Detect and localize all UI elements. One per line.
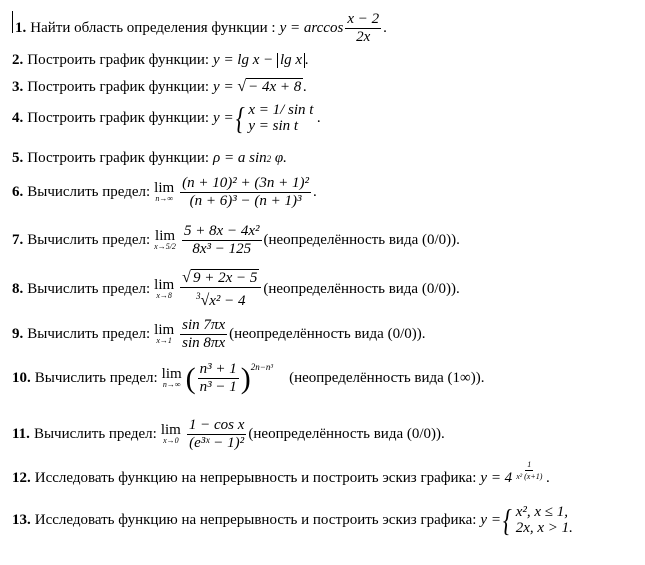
denominator: (e³ˣ − 1)² bbox=[189, 435, 245, 451]
problem-12 bbox=[12, 460, 551, 487]
numerator: 1 − cos x bbox=[188, 417, 245, 433]
sqrt-icon: √ bbox=[237, 78, 247, 95]
exponent: 2 bbox=[266, 153, 272, 164]
problem-text: Вычислить предел: bbox=[34, 370, 158, 386]
cube-root-icon: √ bbox=[200, 292, 210, 309]
problem-number: 1. bbox=[15, 20, 27, 36]
formula-lhs: y = bbox=[213, 78, 234, 95]
problem-text: Вычислить предел: bbox=[27, 326, 151, 342]
system bbox=[501, 504, 573, 536]
formula-lhs: y = arccos bbox=[279, 20, 344, 36]
problem-text: Найти область определения функции : bbox=[30, 20, 276, 36]
note: (неопределённость вида (0/0)). bbox=[263, 232, 460, 248]
numerator: x − 2 bbox=[347, 11, 380, 27]
brace-icon: { bbox=[502, 502, 512, 538]
formula: y = lg x − lg x . bbox=[213, 52, 309, 68]
abs-value: lg x bbox=[277, 53, 305, 68]
formula: y = 4 $\frac{1}{\text{x² (x+1)}}$ . bbox=[480, 460, 551, 486]
denominator: n³ − 1 bbox=[199, 379, 237, 395]
system-line: x = 1/ sin t bbox=[248, 102, 314, 118]
lim-sub: n→∞ bbox=[162, 380, 181, 389]
problem-number: 10. bbox=[12, 370, 31, 386]
formula: y = { x = 1/ sin t y = sin t . bbox=[213, 100, 321, 136]
system-line: y = sin t bbox=[248, 118, 299, 134]
note: (неопределённость вида (0/0)). bbox=[263, 281, 460, 297]
problem-text: Вычислить предел: bbox=[27, 281, 151, 297]
note: (неопределённость вида (0/0)). bbox=[229, 326, 426, 342]
lim-sub: x→0 bbox=[163, 436, 179, 445]
problem-number: 12. bbox=[12, 470, 31, 486]
lim-word: lim bbox=[154, 322, 175, 338]
numerator: sin 7πx bbox=[182, 317, 226, 333]
problem-8 bbox=[12, 270, 460, 309]
formula bbox=[154, 224, 263, 257]
fraction bbox=[180, 176, 311, 209]
formula bbox=[161, 418, 249, 451]
problem-text: Вычислить предел: bbox=[33, 426, 157, 442]
problem-number: 9. bbox=[12, 326, 24, 342]
fraction bbox=[182, 224, 262, 257]
lim-word: lim bbox=[154, 180, 175, 196]
system-line: x², x ≤ 1, bbox=[515, 504, 569, 520]
problem-text: Построить график функции: bbox=[27, 78, 210, 95]
numerator: 9 + 2x − 5 bbox=[192, 270, 258, 286]
lim-sub: x→8 bbox=[156, 291, 172, 300]
formula-lhs: y = 4 bbox=[480, 470, 513, 486]
note: (неопределённость вида (0/0)). bbox=[248, 426, 445, 442]
problem-4 bbox=[12, 102, 321, 134]
denominator: x² − 4 bbox=[209, 293, 246, 309]
numerator: 1 bbox=[527, 460, 532, 469]
lim-word: lim bbox=[154, 277, 175, 293]
formula bbox=[162, 362, 273, 395]
problem-5 bbox=[12, 150, 287, 167]
formula: y = arccos $\frac{x - 2}{2x}$ . bbox=[279, 11, 387, 45]
formula: lim n→∞ $\frac{\text{(n + 10)² + (3n + 1)²}}{\text{(n + 6)³ − (n + 1)³}}$ . bbox=[154, 175, 317, 209]
denominator: 8x³ − 125 bbox=[192, 241, 252, 257]
note: (неопределённость вида (1∞)). bbox=[289, 370, 485, 386]
problem-6 bbox=[12, 176, 317, 209]
formula-end: φ bbox=[274, 150, 284, 166]
exponent-fraction bbox=[514, 460, 544, 481]
system bbox=[234, 102, 314, 134]
exponent: 2n−n³ bbox=[250, 362, 274, 372]
denominator: (n + 6)³ − (n + 1)³ bbox=[189, 193, 302, 209]
problem-1 bbox=[12, 12, 387, 45]
formula-lhs: ρ = a sin bbox=[213, 150, 267, 166]
lim-word: lim bbox=[155, 228, 176, 244]
denominator: x² (x+1) bbox=[516, 472, 543, 481]
fraction bbox=[180, 270, 261, 309]
problem-7 bbox=[12, 224, 460, 257]
brace-icon: { bbox=[235, 100, 245, 136]
formula-lhs: y = lg x − bbox=[213, 52, 274, 68]
problem-number: 3. bbox=[12, 78, 24, 95]
problem-11 bbox=[12, 418, 445, 451]
problem-9 bbox=[12, 318, 426, 351]
fraction bbox=[198, 362, 239, 395]
formula-lhs: y = bbox=[213, 109, 234, 126]
problem-text: Построить график функции: bbox=[27, 150, 210, 166]
problem-number: 2. bbox=[12, 52, 24, 68]
fraction bbox=[187, 418, 247, 451]
formula-lhs: y = bbox=[480, 511, 501, 528]
lim-word: lim bbox=[161, 366, 182, 382]
numerator: 5 + 8x − 4x² bbox=[183, 223, 260, 239]
fraction bbox=[345, 12, 381, 45]
problem-number: 4. bbox=[12, 109, 24, 126]
problem-13 bbox=[12, 504, 573, 536]
problem-2 bbox=[12, 52, 309, 69]
problem-number: 8. bbox=[12, 281, 24, 297]
root-index: 3 bbox=[195, 291, 201, 301]
problem-text: Исследовать функцию на непрерывность и построить эскиз графика: bbox=[34, 470, 477, 486]
problem-text: Построить график функции: bbox=[27, 52, 210, 68]
problem-10 bbox=[12, 362, 485, 395]
lim-sub: n→∞ bbox=[155, 194, 174, 203]
formula: y = √ − 4x + 8 . bbox=[213, 78, 307, 95]
left-paren-icon: ( bbox=[185, 361, 196, 395]
problem-3 bbox=[12, 78, 307, 96]
lim-sub: x→5/2 bbox=[154, 242, 176, 251]
numerator: (n + 10)² + (3n + 1)² bbox=[182, 175, 310, 191]
radicand: − 4x + 8 bbox=[248, 79, 302, 95]
problem-number: 13. bbox=[12, 511, 31, 528]
problem-number: 5. bbox=[12, 150, 24, 166]
formula bbox=[154, 318, 229, 351]
denominator: sin 8πx bbox=[182, 335, 226, 351]
problem-number: 7. bbox=[12, 232, 24, 248]
lim-word: lim bbox=[160, 422, 181, 438]
system-line: 2x, x > 1. bbox=[515, 520, 573, 536]
lim-sub: x→1 bbox=[156, 336, 172, 345]
formula: ρ = a sin 2 φ . bbox=[213, 150, 287, 166]
problem-text: Построить график функции: bbox=[27, 109, 210, 126]
problem-number: 6. bbox=[12, 184, 24, 200]
problem-text: Исследовать функцию на непрерывность и построить эскиз графика: bbox=[34, 511, 477, 528]
denominator: 2x bbox=[356, 29, 371, 45]
formula bbox=[154, 270, 263, 309]
formula bbox=[480, 504, 573, 536]
problem-text: Вычислить предел: bbox=[27, 232, 151, 248]
problem-number: 11. bbox=[12, 426, 30, 442]
right-paren-icon: ) bbox=[240, 361, 251, 395]
fraction bbox=[180, 318, 227, 351]
sqrt-icon: √ bbox=[182, 269, 191, 286]
problem-text: Вычислить предел: bbox=[27, 184, 151, 200]
numerator: n³ + 1 bbox=[199, 361, 237, 377]
